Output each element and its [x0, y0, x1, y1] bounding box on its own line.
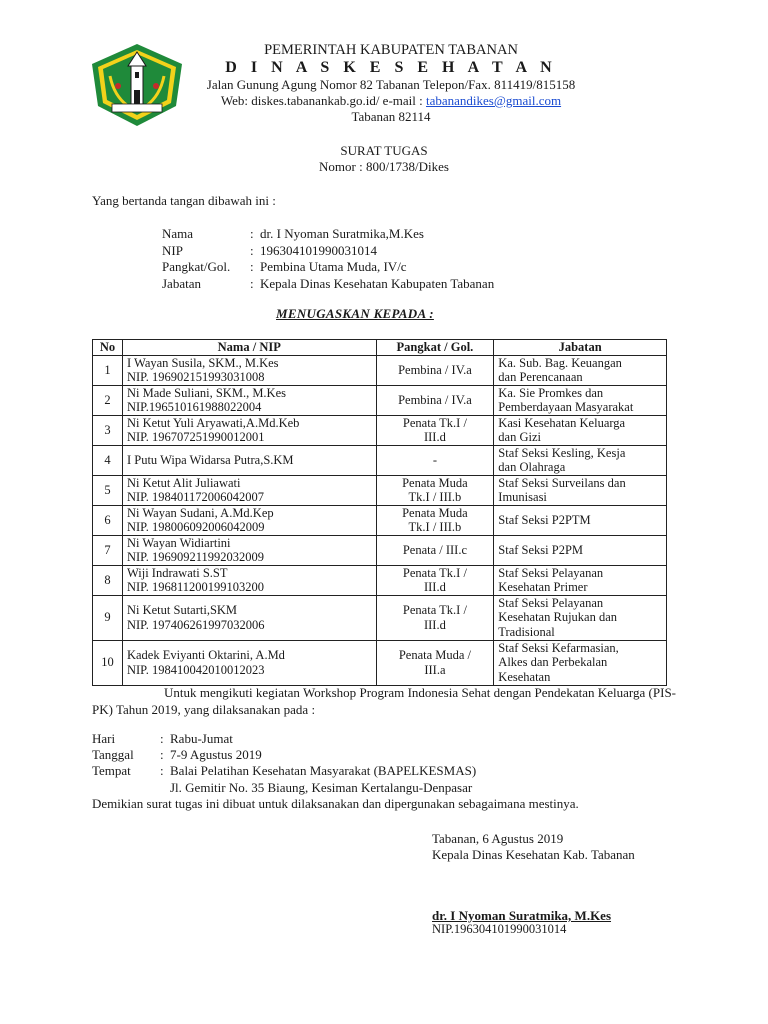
rank-line: Penata Muda	[402, 475, 468, 490]
employee-nip: NIP. 198410042010012023	[126, 662, 265, 677]
event-details	[92, 731, 476, 796]
signatory-rank-row	[162, 259, 494, 276]
position-line: Staf Seksi Pelayanan	[498, 565, 604, 580]
cell-no: 5	[93, 475, 123, 505]
colon: :	[160, 763, 164, 779]
cell-position	[494, 445, 667, 475]
employee-nip: NIP.196510161988022004	[126, 400, 262, 414]
cell-position	[494, 355, 667, 385]
email-link[interactable]: tabanandikes@gmail.com	[426, 93, 562, 108]
cell-rank	[376, 445, 494, 475]
cell-no: 8	[93, 565, 123, 595]
position-line: Kesehatan Rujukan dan	[498, 610, 618, 625]
employee-nip: NIP. 198401172006042007	[126, 490, 265, 504]
employee-nip: NIP. 197406261997032006	[126, 617, 265, 632]
rank-line: Penata Tk.I /	[402, 415, 467, 430]
signatory-nip-row	[162, 243, 494, 260]
rank-line: Penata Muda	[402, 505, 468, 520]
field-label: Pangkat/Gol.	[162, 259, 231, 274]
position-line: Staf Seksi P2PTM	[498, 512, 591, 527]
position-line: Staf Seksi Pelayanan	[498, 595, 604, 610]
event-day-row	[92, 731, 476, 747]
signatory-name-row	[162, 226, 494, 243]
assignee-table	[92, 339, 667, 686]
signatory-title: Kepala Dinas Kesehatan Kab. Tabanan	[432, 847, 635, 862]
field-label: Nama	[162, 226, 194, 241]
cell-position	[494, 565, 667, 595]
header-rank: Pangkat / Gol.	[376, 340, 494, 356]
cell-rank	[376, 415, 494, 445]
employee-name: Ni Wayan Widiartini	[126, 535, 231, 550]
signatory-details	[162, 226, 494, 292]
web-email-line	[200, 93, 582, 109]
cell-position	[494, 640, 667, 685]
field-value: Jl. Gemitir No. 35 Biaung, Kesiman Kertalangu-Denpasar	[170, 779, 473, 795]
cell-name-nip	[122, 505, 376, 535]
employee-name: Ni Wayan Sudani, A.Md.Kep	[126, 505, 274, 520]
position-line: Tradisional	[498, 624, 555, 639]
employee-name: Ni Made Suliani, SKM., M.Kes	[126, 385, 286, 400]
field-label: Tempat	[92, 763, 131, 779]
rank-line: Penata Tk.I /	[402, 603, 467, 617]
colon: :	[250, 259, 254, 274]
cell-name-nip	[122, 565, 376, 595]
employee-nip: NIP. 196902151993031008	[126, 370, 265, 384]
field-value: Rabu-Jumat	[170, 731, 233, 746]
letter-title: SURAT TUGAS	[340, 143, 428, 158]
employee-nip: NIP. 196707251990012001	[126, 430, 265, 444]
purpose-paragraph	[92, 684, 676, 718]
position-line: Staf Seksi Kesling, Kesja	[498, 445, 626, 460]
employee-nip: NIP. 198006092006042009	[126, 520, 265, 534]
position-line: dan Olahraga	[498, 460, 566, 474]
field-value: dr. I Nyoman Suratmika,M.Kes	[260, 226, 424, 241]
position-line: Staf Seksi Surveilans dan	[498, 475, 626, 490]
table-row	[93, 640, 667, 685]
website-text: Web: diskes.tabanankab.go.id/ e-mail :	[220, 93, 426, 108]
rank-line: Penata Tk.I /	[402, 565, 467, 580]
cell-position	[494, 385, 667, 415]
cell-no: 2	[93, 385, 123, 415]
rank-line: III.a	[424, 662, 446, 677]
city-postcode: Tabanan 82114	[351, 109, 431, 124]
place-date: Tabanan, 6 Agustus 2019	[432, 831, 564, 846]
cell-rank	[376, 385, 494, 415]
cell-rank	[376, 595, 494, 640]
employee-name: Wiji Indrawati S.ST	[126, 565, 228, 580]
tabanan-regency-logo	[88, 42, 186, 128]
intro-text: Yang bertanda tangan dibawah ini :	[92, 193, 276, 208]
agency-name: PEMERINTAH KABUPATEN TABANAN	[264, 42, 518, 58]
rank-line: III.d	[423, 617, 446, 632]
employee-name: I Wayan Susila, SKM., M.Kes	[126, 355, 279, 370]
position-line: Staf Seksi P2PM	[498, 542, 584, 557]
field-label: NIP	[162, 242, 183, 258]
cell-no: 1	[93, 355, 123, 385]
field-label: Hari	[92, 731, 116, 746]
office-address: Jalan Gunung Agung Nomor 82 Tabanan Telepon/Fax. 811419/815158	[206, 77, 576, 92]
field-value: 196304101990031014	[260, 242, 377, 258]
position-line: Staf Seksi Kefarmasian,	[498, 640, 619, 655]
logo-tower-door	[134, 90, 140, 104]
assignment-heading: MENUGASKAN KEPADA :	[276, 306, 434, 321]
cell-name-nip	[122, 535, 376, 565]
colon: :	[250, 275, 254, 291]
cell-no: 6	[93, 505, 123, 535]
signatory-name: dr. I Nyoman Suratmika, M.Kes	[432, 908, 612, 923]
event-place-row	[92, 763, 476, 779]
rank-line: Pembina / IV.a	[398, 392, 472, 407]
position-line: Ka. Sie Promkes dan	[498, 385, 604, 400]
cell-position	[494, 415, 667, 445]
rank-line: Penata / III.c	[402, 542, 468, 557]
colon: :	[160, 731, 164, 746]
position-line: Ka. Sub. Bag. Keuangan	[498, 355, 622, 370]
table-row	[93, 355, 667, 385]
employee-nip: NIP. 196811200199103200	[126, 580, 265, 594]
position-line: Kasi Kesehatan Keluarga	[498, 415, 626, 430]
cell-name-nip	[122, 595, 376, 640]
rank-line: Tk.I / III.b	[408, 490, 462, 504]
field-label: Jabatan	[162, 275, 201, 291]
position-line: Pemberdayaan Masyarakat	[498, 400, 634, 414]
field-value: Kepala Dinas Kesehatan Kabupaten Tabanan	[260, 275, 495, 291]
table-row	[93, 415, 667, 445]
field-value: 7-9 Agustus 2019	[170, 747, 262, 763]
cell-no: 7	[93, 535, 123, 565]
cell-rank	[376, 565, 494, 595]
table-row	[93, 505, 667, 535]
cell-name-nip	[122, 640, 376, 685]
letterhead	[200, 42, 582, 125]
position-line: dan Perencanaan	[498, 370, 583, 384]
cell-position	[494, 595, 667, 640]
employee-name: Ni Ketut Alit Juliawati	[126, 475, 241, 490]
position-line: Alkes dan Perbekalan	[498, 655, 608, 670]
table-row	[93, 595, 667, 640]
rank-line: III.d	[423, 430, 446, 444]
signatory-position-row	[162, 276, 494, 293]
cell-rank	[376, 475, 494, 505]
logo-motto-ribbon	[112, 104, 162, 112]
colon: :	[250, 226, 254, 241]
cell-name-nip	[122, 445, 376, 475]
rank-line: Penata Muda /	[398, 648, 472, 662]
field-value: Balai Pelatihan Kesehatan Masyarakat (BAPELKESMAS)	[170, 763, 477, 779]
cell-rank	[376, 640, 494, 685]
cell-no: 10	[93, 640, 123, 685]
colon: :	[160, 747, 164, 763]
signatory-nip: NIP.196304101990031014	[432, 922, 567, 936]
cell-position	[494, 475, 667, 505]
employee-name: Ni Ketut Sutarti,SKM	[126, 603, 238, 617]
purpose-text: Untuk mengikuti kegiatan Workshop Program Indonesia Sehat dengan Pendekatan Keluarga (PIS-PK) Tahun 2019, yang dilaksanakan pada :	[92, 685, 676, 717]
department-name: D I N A S K E S E H A T A N	[225, 59, 557, 76]
cell-no: 9	[93, 595, 123, 640]
cell-position	[494, 505, 667, 535]
letter-title-block	[250, 143, 518, 175]
position-line: Kesehatan Primer	[498, 580, 588, 594]
colon: :	[250, 242, 254, 258]
employee-nip: NIP. 196909211992032009	[126, 550, 265, 564]
header-name-nip: Nama / NIP	[122, 340, 376, 356]
position-line: Imunisasi	[498, 490, 547, 504]
employee-name: I Putu Wipa Widarsa Putra,S.KM	[126, 452, 294, 467]
cell-no: 4	[93, 445, 123, 475]
employee-name: Kadek Eviyanti Oktarini, A.Md	[126, 648, 285, 662]
closing-statement: Demikian surat tugas ini dibuat untuk dilaksanakan dan dipergunakan sebagaimana mestinya.	[92, 796, 579, 811]
cell-name-nip	[122, 475, 376, 505]
position-line: Kesehatan	[498, 669, 551, 684]
position-line: dan Gizi	[498, 430, 541, 444]
table-header-row	[93, 340, 667, 356]
cell-name-nip	[122, 415, 376, 445]
table-row	[93, 475, 667, 505]
header-no: No	[93, 340, 123, 356]
event-address-row	[92, 780, 476, 796]
rank-line: -	[432, 452, 437, 467]
logo-red-dot-right	[153, 83, 159, 89]
table-row	[93, 385, 667, 415]
letter-number: Nomor : 800/1738/Dikes	[319, 159, 449, 174]
signature-block	[432, 831, 635, 863]
cell-rank	[376, 355, 494, 385]
cell-no: 3	[93, 415, 123, 445]
cell-position	[494, 535, 667, 565]
rank-line: Pembina / IV.a	[398, 362, 472, 377]
rank-line: Tk.I / III.b	[408, 520, 462, 534]
field-value: Pembina Utama Muda, IV/c	[260, 259, 407, 274]
rank-line: III.d	[423, 580, 446, 594]
table-row	[93, 565, 667, 595]
logo-red-dot-left	[115, 83, 121, 89]
event-date-row	[92, 747, 476, 763]
logo-tower-window	[135, 72, 139, 78]
employee-name: Ni Ketut Yuli Aryawati,A.Md.Keb	[126, 415, 300, 430]
cell-name-nip	[122, 355, 376, 385]
cell-rank	[376, 535, 494, 565]
cell-rank	[376, 505, 494, 535]
table-row	[93, 445, 667, 475]
field-label: Tanggal	[92, 747, 134, 763]
table-row	[93, 535, 667, 565]
header-position: Jabatan	[494, 340, 667, 356]
cell-name-nip	[122, 385, 376, 415]
